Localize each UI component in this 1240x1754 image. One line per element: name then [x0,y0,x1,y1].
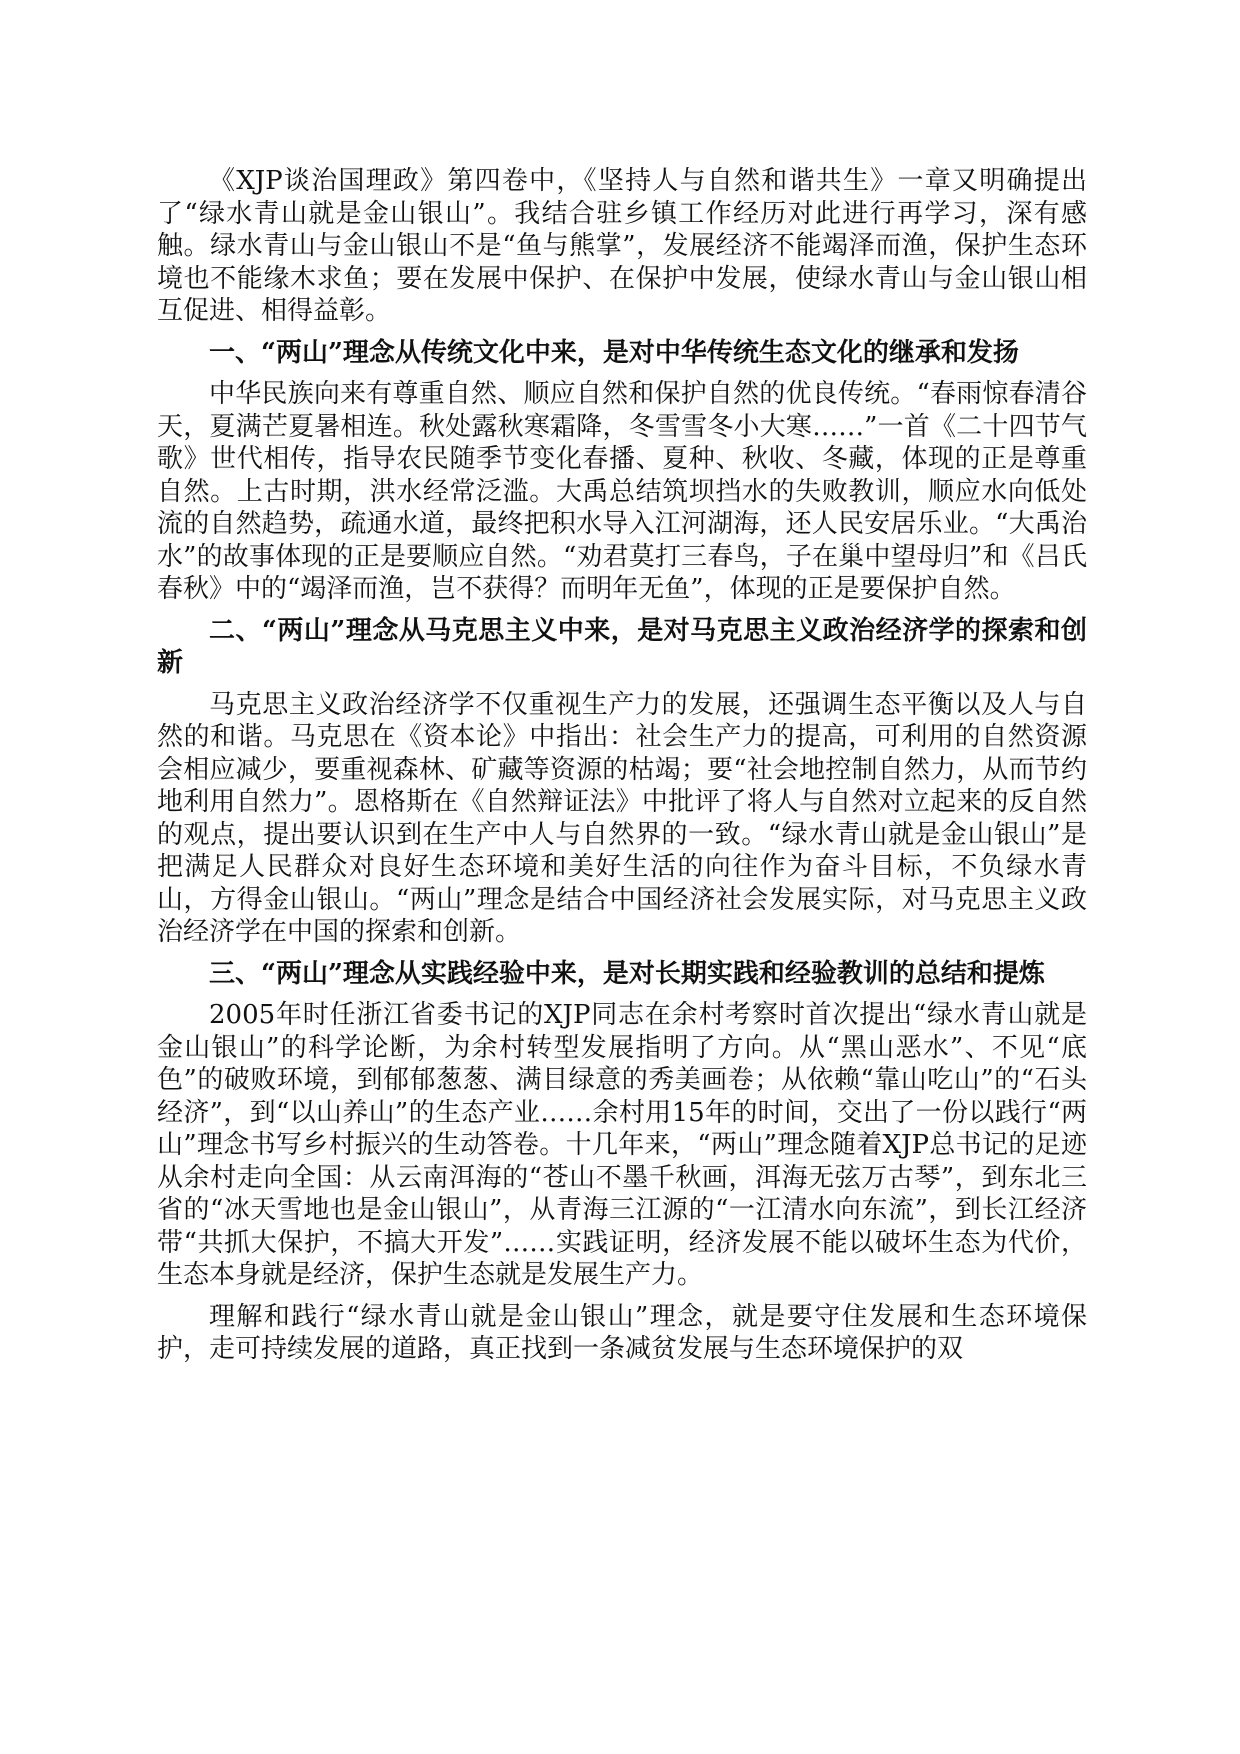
section-1-paragraph: 中华民族向来有尊重自然、顺应自然和保护自然的优良传统。“春雨惊春清谷天，夏满芒夏暑相连。秋处露秋寒霜降，冬雪雪冬小大寒……”一首《二十四节气歌》世代相传，指导农民随季节变化春播、夏种、秋收、冬藏，体现的正是尊重自然。上古时期，洪水经常泛滥。大禹总结筑坝挡水的失败教训，顺应水向低处流的自然趋势，疏通水道，最终把积水导入江河湖海，还人民安居乐业。“大禹治水”的故事体现的正是要顺应自然。“劝君莫打三春鸟，子在巢中望母归”和《吕氏春秋》中的“竭泽而渔，岂不获得？而明年无鱼”，体现的正是要保护自然。 [157,379,1087,604]
document-page [157,165,1087,1366]
section-2-paragraph: 马克思主义政治经济学不仅重视生产力的发展，还强调生态平衡以及人与自然的和谐。马克思在《资本论》中指出：社会生产力的提高，可利用的自然资源会相应减少，要重视森林、矿藏等资源的枯竭；要“社会地控制自然力，从而节约地利用自然力”。恩格斯在《自然辩证法》中批评了将人与自然对立起来的反自然的观点，提出要认识到在生产中人与自然界的一致。“绿水青山就是金山银山”是把满足人民群众对良好生态环境和美好生活的向往作为奋斗目标，不负绿水青山，方得金山银山。“两山”理念是结合中国经济社会发展实际，对马克思主义政治经济学在中国的探索和创新。 [157,689,1087,947]
intro-paragraph: 《XJP谈治国理政》第四卷中，《坚持人与自然和谐共生》一章又明确提出了“绿水青山就是金山银山”。我结合驻乡镇工作经历对此进行再学习，深有感触。绿水青山与金山银山不是“鱼与熊掌”，发展经济不能竭泽而渔，保护生态环境也不能缘木求鱼；要在发展中保护、在保护中发展，使绿水青山与金山银山相互促进、相得益彰。 [157,166,1087,326]
section-1-heading: 一、“两山”理念从传统文化中来，是对中华传统生态文化的继承和发扬 [209,337,1019,368]
closing-paragraph: 理解和践行“绿水青山就是金山银山”理念，就是要守住发展和生态环境保护，走可持续发展的道路，真正找到一条减贫发展与生态环境保护的双 [157,1301,1087,1364]
section-3-heading: 三、“两山”理念从实践经验中来，是对长期实践和经验教训的总结和提炼 [209,958,1045,989]
section-2-heading: 二、“两山”理念从马克思主义中来，是对马克思主义政治经济学的探索和创新 [157,615,1087,678]
section-3-paragraph: 2005年时任浙江省委书记的XJP同志在余村考察时首次提出“绿水青山就是金山银山”的科学论断，为余村转型发展指明了方向。从“黑山恶水”、不见“底色”的破败环境，到郁郁葱葱、满目绿意的秀美画卷；从依赖“靠山吃山”的“石头经济”，到“以山养山”的生态产业……余村用15年的时间，交出了一份以践行“两山”理念书写乡村振兴的生动答卷。十几年来，“两山”理念随着XJP总书记的足迹从余村走向全国：从云南洱海的“苍山不墨千秋画，洱海无弦万古琴”，到东北三省的“冰天雪地也是金山银山”，从青海三江源的“一江清水向东流”，到长江经济带“共抓大保护，不搞大开发”……实践证明，经济发展不能以破坏生态为代价，生态本身就是经济，保护生态就是发展生产力。 [157,1000,1087,1290]
